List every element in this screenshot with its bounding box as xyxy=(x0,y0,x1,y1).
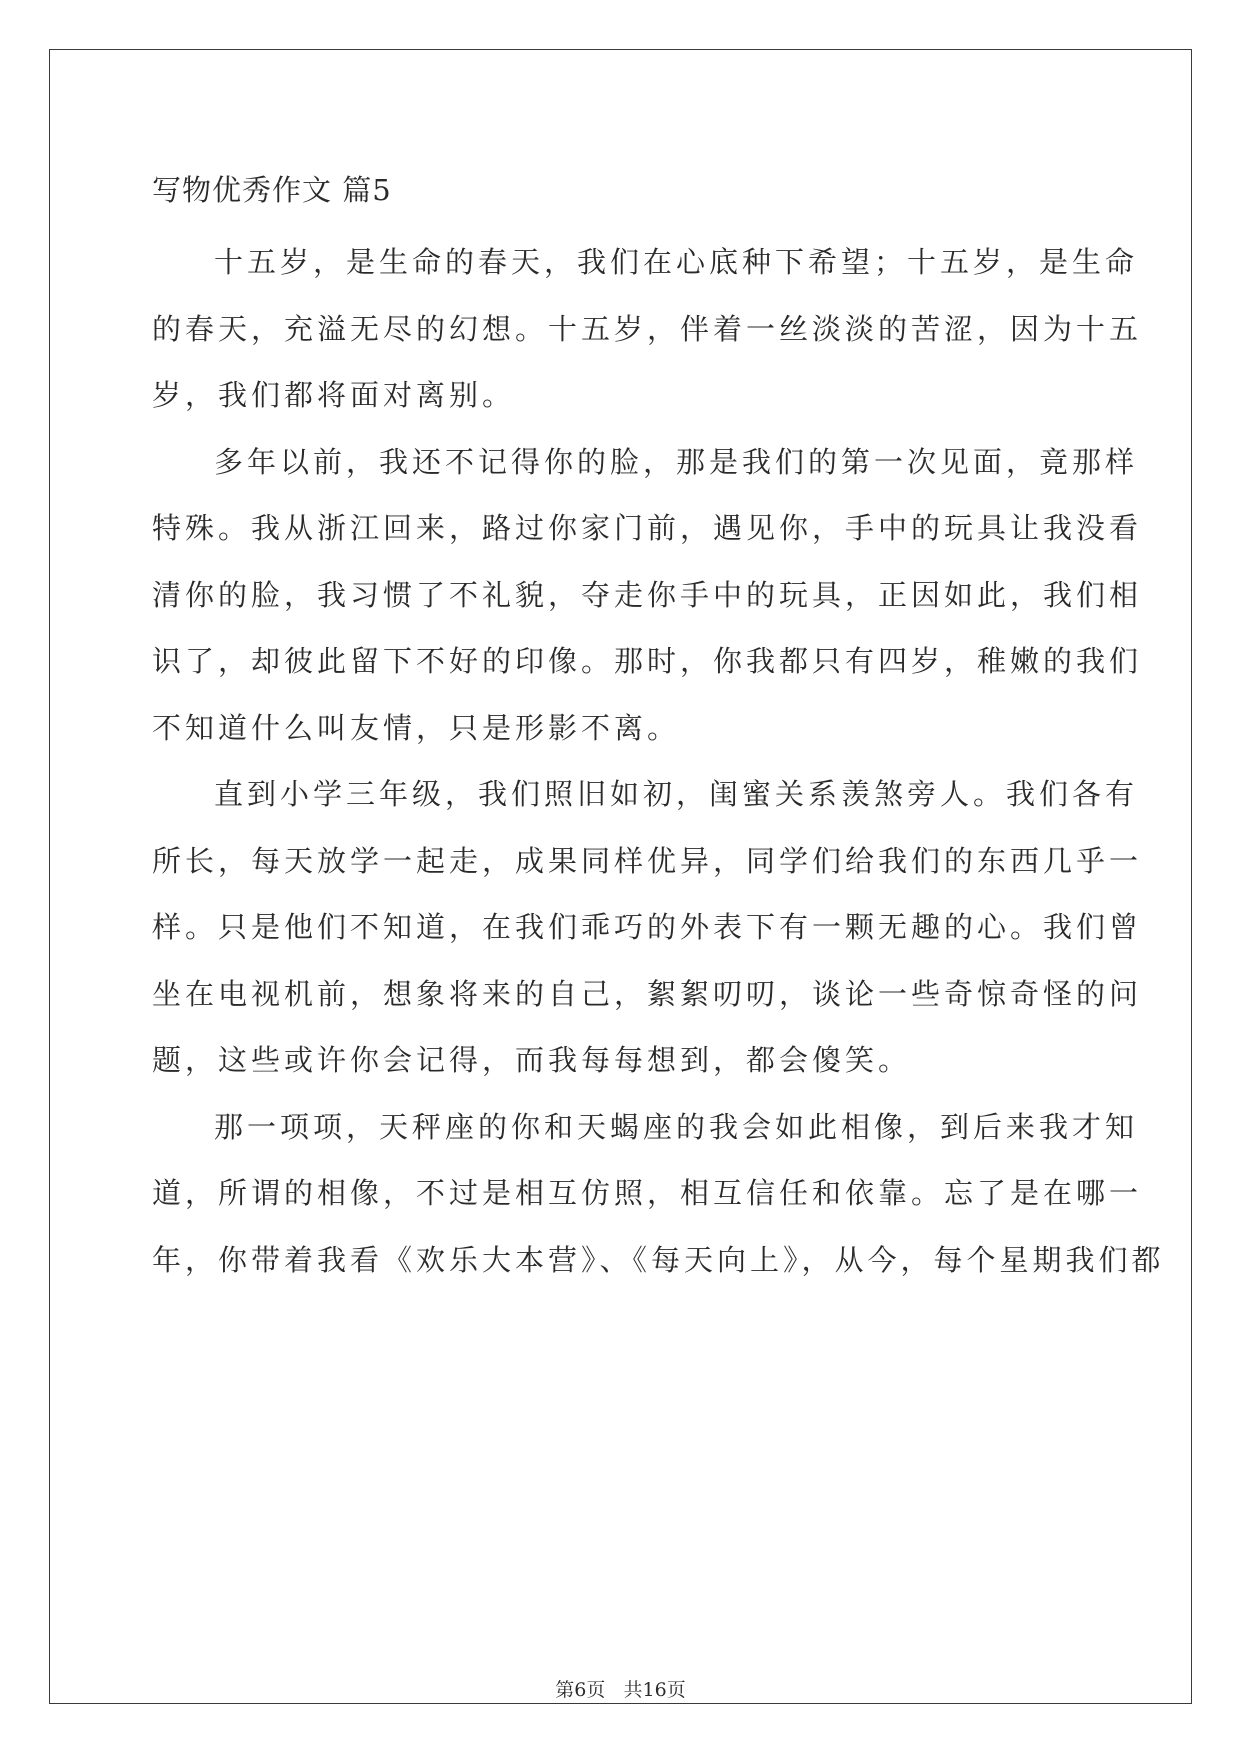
paragraph-line: 题，这些或许你会记得，而我每每想到，都会傻笑。 xyxy=(152,1043,912,1077)
section-heading: 写物优秀作文 篇5 xyxy=(152,173,392,207)
paragraph-line: 直到小学三年级，我们照旧如初，闺蜜关系羡煞旁人。我们各有 xyxy=(214,777,1139,811)
page-footer xyxy=(0,1675,1241,1702)
paragraph-line: 坐在电视机前，想象将来的自己，絮絮叨叨，谈论一些奇惊奇怪的问 xyxy=(152,976,1143,1011)
paragraph-line: 识了，却彼此留下不好的印像。那时，你我都只有四岁，稚嫩的我们 xyxy=(152,644,1143,678)
paragraph-4 xyxy=(152,1094,1165,1294)
paragraph-1 xyxy=(152,229,1143,429)
paragraph-line: 道，所谓的相像，不过是相互仿照，相互信任和依靠。忘了是在哪一 xyxy=(152,1176,1143,1210)
paragraph-line: 那一项项，天秤座的你和天蝎座的我会如此相像，到后来我才知 xyxy=(214,1109,1139,1144)
paragraph-3 xyxy=(152,761,1143,1094)
paragraph-line: 特殊。我从浙江回来，路过你家门前，遇见你，手中的玩具让我没看 xyxy=(152,511,1143,545)
page-total: 共16页 xyxy=(623,1679,686,1701)
paragraph-line: 多年以前，我还不记得你的脸，那是我们的第一次见面，竟那样 xyxy=(214,444,1139,479)
paragraph-line: 清你的脸，我习惯了不礼貌，夺走你手中的玩具，正因如此，我们相 xyxy=(152,577,1143,612)
paragraph-2 xyxy=(152,429,1143,762)
document-body xyxy=(152,160,1165,1293)
page-number: 第6页 xyxy=(555,1679,606,1701)
paragraph-line: 十五岁，是生命的春天，我们在心底种下希望；十五岁，是生命 xyxy=(214,245,1139,279)
paragraph-line: 不知道什么叫友情，只是形影不离。 xyxy=(152,710,681,745)
paragraph-line: 的春天，充溢无尽的幻想。十五岁，伴着一丝淡淡的苦涩，因为十五 xyxy=(152,311,1143,346)
paragraph-line: 样。只是他们不知道，在我们乖巧的外表下有一颗无趣的心。我们曾 xyxy=(152,910,1143,944)
paragraph-line: 岁，我们都将面对离别。 xyxy=(152,378,516,412)
paragraph-line: 年，你带着我看《欢乐大本营》、《每天向上》，从今，每个星期我们都 xyxy=(152,1242,1165,1277)
paragraph-line: 所长，每天放学一起走，成果同样优异，同学们给我们的东西几乎一 xyxy=(152,843,1143,878)
